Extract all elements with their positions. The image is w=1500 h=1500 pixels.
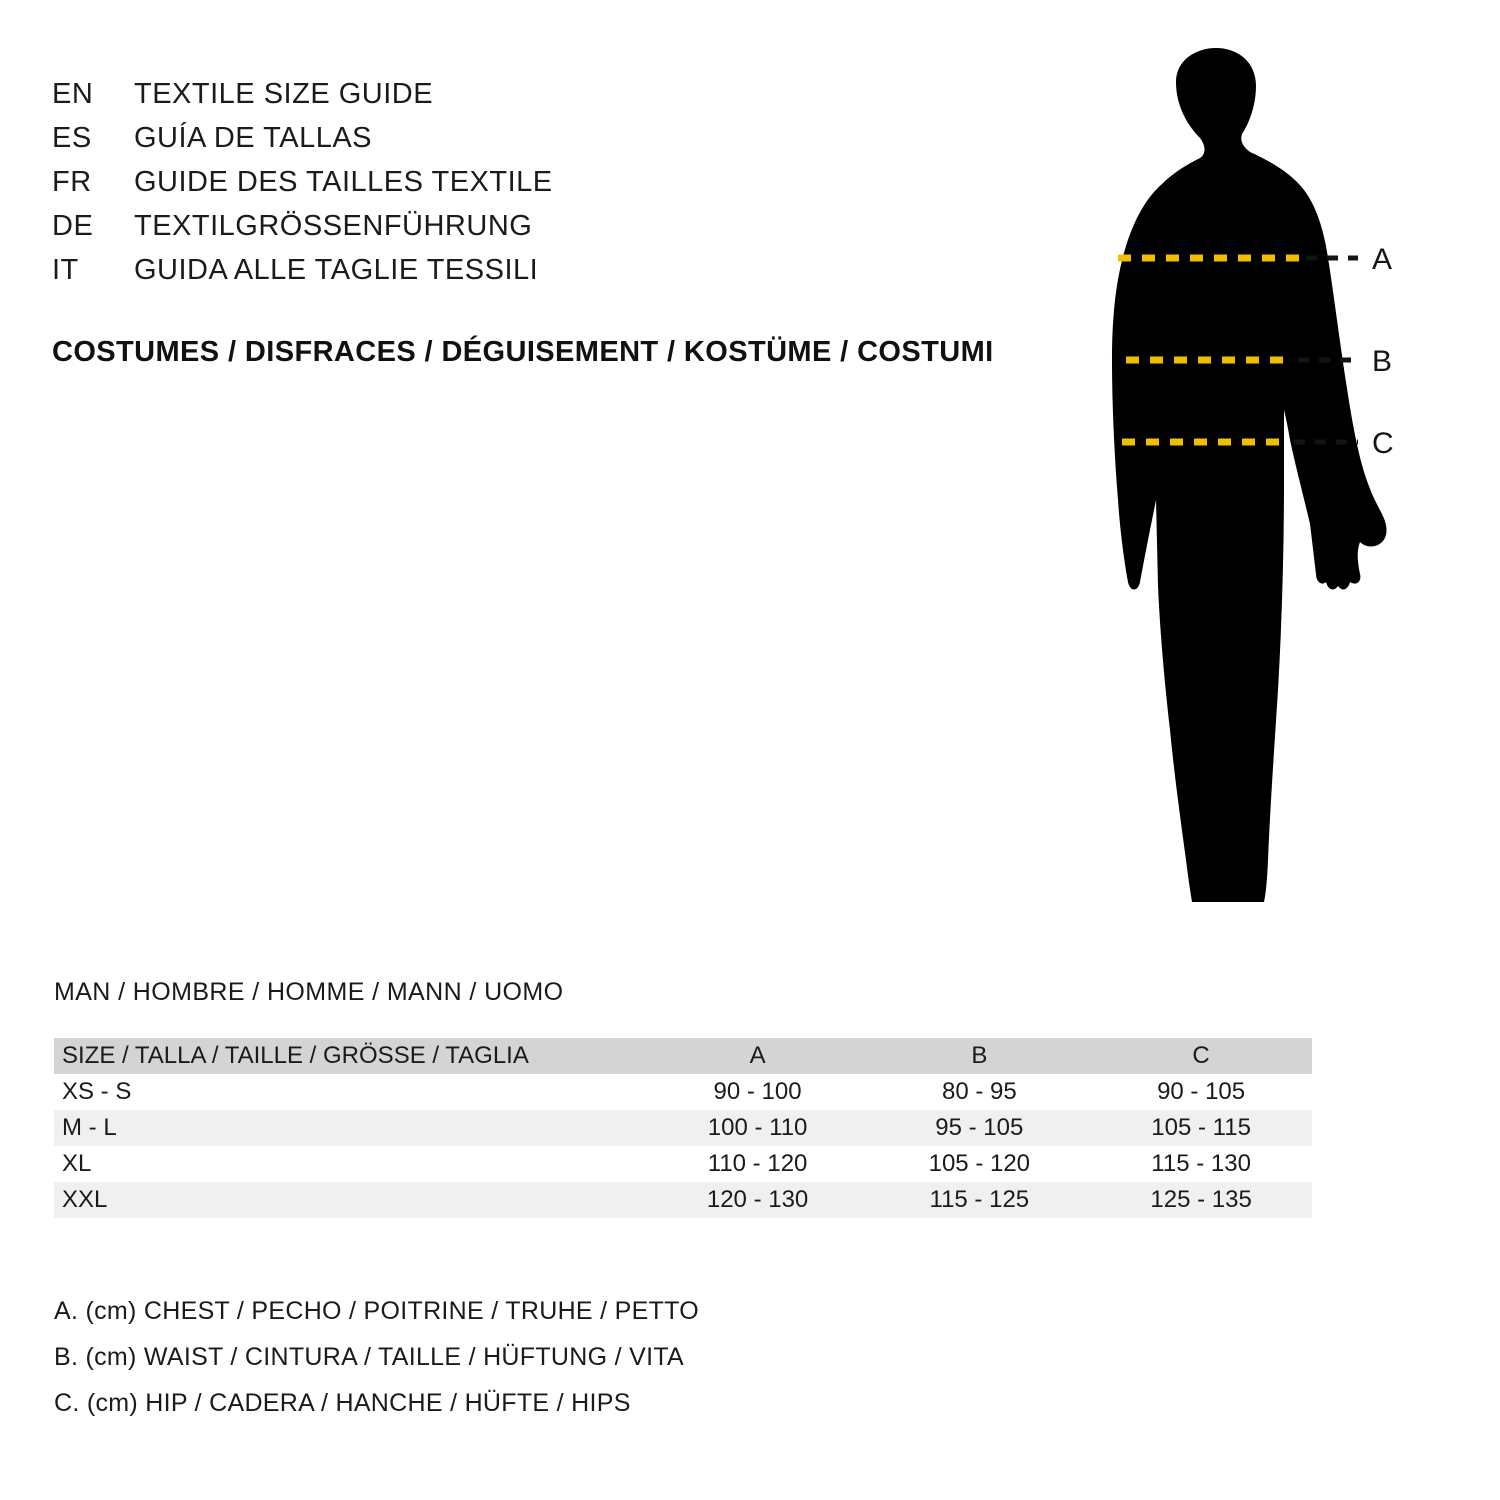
- cell-c: 105 - 115: [1151, 1114, 1251, 1141]
- language-row-es: [52, 122, 1012, 166]
- language-label: GUIDE DES TAILLES TEXTILE: [134, 166, 553, 198]
- cell-b: 80 - 95: [941, 1078, 1017, 1105]
- cell-b: 95 - 105: [935, 1114, 1024, 1141]
- table-header: [54, 1038, 1312, 1074]
- cell-c: 115 - 130: [1151, 1150, 1251, 1177]
- cell-size: M - L: [62, 1114, 117, 1141]
- legend-item-c: C. (cm) HIP / CADERA / HANCHE / HÜFTE / HIPS: [54, 1389, 631, 1417]
- table-header-row: [54, 1038, 1312, 1074]
- column-header-size: SIZE / TALLA / TAILLE / GRÖSSE / TAGLIA: [62, 1042, 529, 1069]
- category-line: COSTUMES / DISFRACES / DÉGUISEMENT / KOSTÜME / COSTUMI: [52, 336, 994, 368]
- table-body: [54, 1074, 1312, 1218]
- language-row-en: [52, 78, 1012, 122]
- language-label: TEXTILE SIZE GUIDE: [134, 78, 434, 110]
- language-row-de: [52, 210, 1012, 254]
- language-label: TEXTILGRÖSSENFÜHRUNG: [134, 210, 533, 242]
- cell-b: 115 - 125: [929, 1186, 1030, 1213]
- column-header-c: C: [1192, 1042, 1210, 1069]
- cell-a: 100 - 110: [707, 1114, 808, 1141]
- language-row-fr: [52, 166, 1012, 210]
- column-header-b: B: [971, 1042, 988, 1069]
- language-label: GUÍA DE TALLAS: [134, 122, 373, 154]
- legend-item-a: A. (cm) CHEST / PECHO / POITRINE / TRUHE / PETTO: [54, 1297, 700, 1325]
- cell-c: 90 - 105: [1157, 1078, 1246, 1105]
- language-code: ES: [52, 122, 92, 154]
- marker-label-c: C: [1372, 427, 1394, 460]
- language-code: FR: [52, 166, 92, 198]
- column-header-a: A: [749, 1042, 766, 1069]
- cell-size: XL: [62, 1150, 92, 1177]
- measurement-legend: [54, 1288, 699, 1426]
- cell-a: 110 - 120: [707, 1150, 808, 1177]
- size-table: [54, 1038, 1312, 1218]
- table-group-title: MAN / HOMBRE / HOMME / MANN / UOMO: [54, 978, 564, 1006]
- language-code: EN: [52, 78, 94, 110]
- marker-label-b: B: [1372, 345, 1393, 378]
- cell-c: 125 - 135: [1150, 1186, 1252, 1213]
- table-row: [54, 1146, 1312, 1182]
- language-row-it: [52, 254, 1012, 298]
- table-row: [54, 1182, 1312, 1218]
- language-label: GUIDA ALLE TAGLIE TESSILI: [134, 254, 539, 286]
- table-row: [54, 1110, 1312, 1146]
- male-silhouette-icon: [1000, 30, 1440, 930]
- cell-size: XS - S: [62, 1078, 132, 1105]
- cell-a: 90 - 100: [713, 1078, 802, 1105]
- table-row: [54, 1074, 1312, 1110]
- language-code: IT: [52, 254, 79, 286]
- legend-item-b: B. (cm) WAIST / CINTURA / TAILLE / HÜFTUNG / VITA: [54, 1343, 685, 1371]
- language-list: [52, 78, 1012, 298]
- cell-a: 120 - 130: [706, 1186, 809, 1213]
- body-figure: [1000, 30, 1440, 930]
- marker-label-a: A: [1372, 243, 1393, 276]
- cell-b: 105 - 120: [928, 1150, 1031, 1177]
- cell-size: XXL: [62, 1186, 108, 1213]
- language-code: DE: [52, 210, 94, 242]
